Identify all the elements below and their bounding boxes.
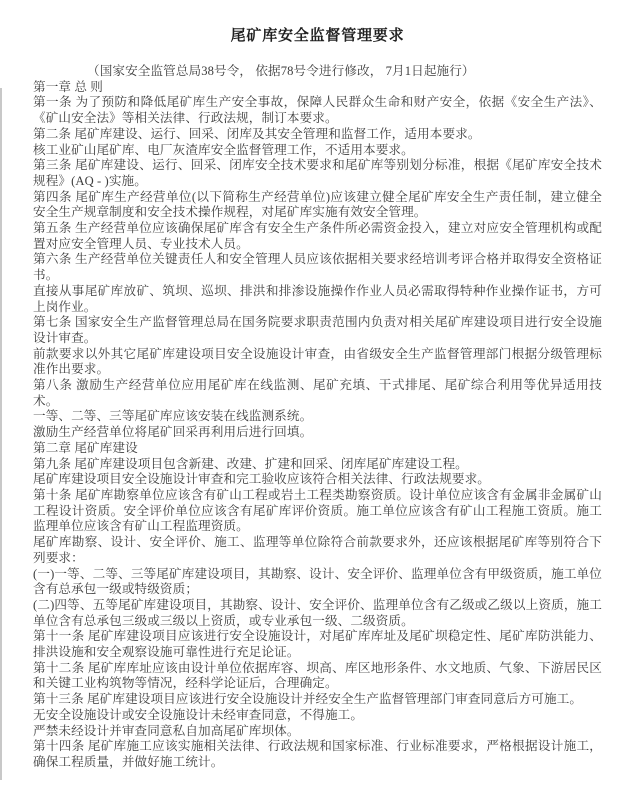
paragraph-article-8-clause-3: 激励生产经营单位将尾矿回采再利用后进行回填。 bbox=[33, 425, 313, 440]
paragraph-article-3: 第三条 尾矿库建设、运行、回采、闭库安全技术要求和尾矿库等别划分标准，根据《尾矿库安全技术规程》(AQ - )实施。 bbox=[33, 158, 602, 188]
paragraph-article-5: 第五条 生产经营单位应该确保尾矿库含有安全生产条件所必需资金投入，建立对应安全管理机构或配置对应安全管理人员、专业技术人员。 bbox=[33, 221, 602, 251]
paragraph-article-9-clause-2: 尾矿库建设项目安全设施设计审查和完工验收应该符合相关法律、行政法规要求。 bbox=[33, 472, 490, 487]
paragraph-article-10-item-1: (一)一等、二等、三等尾矿库建设项目，其勘察、设计、安全评价、监理单位含有甲级资质，施工单位含有总承包一级或特级资质； bbox=[33, 566, 602, 597]
paragraph-article-7-clause-2: 前款要求以外其它尾矿库建设项目安全设施设计审查，由省级安全生产监督管理部门根据分级管理标准作出要求。 bbox=[33, 346, 602, 377]
document-title: 尾矿库安全监督管理要求 bbox=[230, 28, 405, 44]
paragraph-article-6: 第六条 生产经营单位关键责任人和安全管理人员应该依据相关要求经培训考评合格并取得安全资格证书。 bbox=[33, 252, 602, 283]
paragraph-article-7: 第七条 国家安全生产监督管理总局在国务院要求职责范围内负责对相关尾矿库建设项目进行安全设施设计审查。 bbox=[33, 315, 602, 345]
chapter-tailings-pond-construction bbox=[33, 441, 602, 771]
paragraph-article-2: 第二条 尾矿库建设、运行、回采、闭库及其安全管理和监督工作，适用本要求。 bbox=[33, 126, 481, 141]
paragraph-article-10-clause-2: 尾矿库勘察、设计、安全评价、施工、监理等单位除符合前款要求外，还应该根据尾矿库等别符合下列要求： bbox=[33, 535, 602, 565]
paragraph-article-2-clause-2: 核工业矿山尾矿库、电厂灰渣库安全监督管理工作，不适用本要求。 bbox=[33, 142, 414, 157]
paragraph-article-8: 第八条 激励生产经营单位应用尾矿库在线监测、尾矿充填、干式排尾、尾矿综合利用等优异适用技术。 bbox=[33, 378, 602, 408]
paragraph-article-12: 第十二条 尾矿库库址应该由设计单位依据库容、坝高、库区地形条件、水文地质、气象、下游居民区和关键工业构筑物等情况，经科学论证后，合理确定。 bbox=[33, 660, 602, 691]
paragraph-article-8-clause-2: 一等、二等、三等尾矿库应该安装在线监测系统。 bbox=[33, 409, 313, 424]
paragraph-article-13-clause-3: 严禁未经设计并审查同意私自加高尾矿库坝体。 bbox=[33, 723, 300, 738]
chapter-general-provisions bbox=[33, 80, 602, 441]
document-subtitle: （国家安全监管总局38号令， 依据78号令进行修改， 7月1日起施行） bbox=[87, 64, 475, 78]
paragraph-article-11: 第十一条 尾矿库建设项目应该进行安全设施设计，对尾矿库库址及尾矿坝稳定性、尾矿库防洪能力、排洪设施和安全观察设施可靠性进行充足论证。 bbox=[33, 629, 602, 660]
paragraph-article-1: 第一条 为了预防和降低尾矿库生产安全事故，保障人民群众生命和财产安全，依据《安全生产法》、《矿山安全法》等相关法律、行政法规，制订本要求。 bbox=[33, 95, 602, 126]
paragraph-article-13: 第十三条 尾矿库建设项目应该进行安全设施设计并经安全生产监督管理部门审查同意后方可施工。 bbox=[33, 692, 583, 707]
paragraph-article-10: 第十条 尾矿库勘察单位应该含有矿山工程或岩土工程类勘察资质。设计单位应该含有金属非金属矿山工程设计资质。安全评价单位应该含有尾矿库评价资质。施工单位应该含有矿山工程施工资质。施工监理单位应该含有矿山工程监理资质。 bbox=[33, 487, 602, 534]
paragraph-article-13-clause-2: 无安全设施设计或安全设施设计未经审查同意，不得施工。 bbox=[33, 707, 364, 722]
paragraph-article-14: 第十四条 尾矿库施工应该实施相关法律、行政法规和国家标准、行业标准要求，严格根据设计施工，确保工程质量，并做好施工统计。 bbox=[33, 739, 602, 769]
paragraph-article-4: 第四条 尾矿库生产经营单位(以下简称生产经营单位)应该建立健全尾矿库安全生产责任制，建立健全安全生产规章制度和安全技术操作规程，对尾矿库实施有效安全管理。 bbox=[33, 189, 602, 220]
page-left-edge-artifact bbox=[0, 88, 2, 780]
paragraph-article-6-clause-2: 直接从事尾矿库放矿、筑坝、巡坝、排洪和排渗设施操作作业人员必需取得特种作业操作证书，方可上岗作业。 bbox=[33, 283, 602, 314]
paragraph-article-10-item-2: (二)四等、五等尾矿库建设项目，其勘察、设计、安全评价、监理单位含有乙级或乙级以上资质，施工单位含有总承包三级或三级以上资质，或专业承包一级、二级资质。 bbox=[33, 597, 602, 628]
chapter-2-heading: 第二章 尾矿库建设 bbox=[33, 440, 138, 455]
paragraph-article-9: 第九条 尾矿库建设项目包含新建、改建、扩建和回采、闭库尾矿库建设工程。 bbox=[33, 456, 468, 471]
chapter-1-heading: 第一章 总 则 bbox=[33, 79, 103, 94]
